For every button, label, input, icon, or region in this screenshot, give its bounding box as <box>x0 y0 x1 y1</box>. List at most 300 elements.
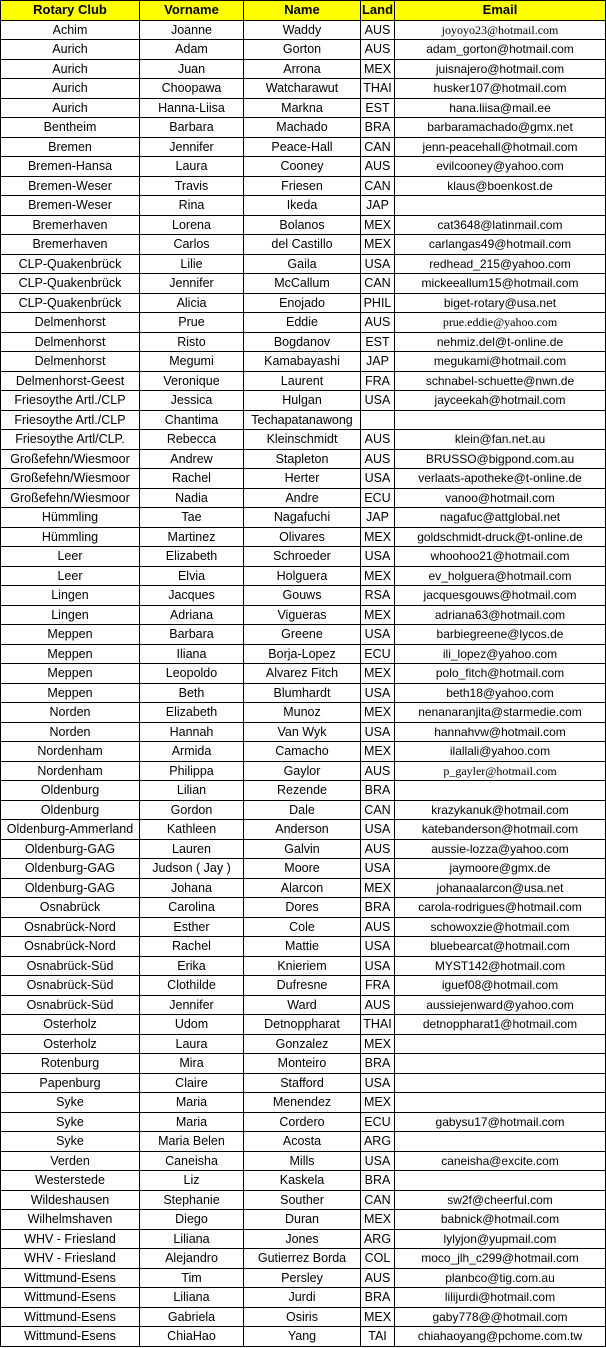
rotary-club-cell: Oldenburg-Ammerland <box>1 820 140 840</box>
table-row <box>1 137 606 157</box>
rotary-club-cell: Friesoythe Artl./CLP <box>1 391 140 411</box>
rotary-club-cell: Norden <box>1 722 140 742</box>
table-row <box>1 254 606 274</box>
email-cell: gaby778@@hotmail.com <box>395 1307 606 1327</box>
table-row <box>1 488 606 508</box>
land-cell: AUS <box>361 917 395 937</box>
land-cell: MEX <box>361 1307 395 1327</box>
table-row <box>1 820 606 840</box>
land-cell: ARG <box>361 1229 395 1249</box>
rotary-club-cell: Hümmling <box>1 527 140 547</box>
rotary-club-cell: Nordenham <box>1 742 140 762</box>
rotary-club-cell: Oldenburg-GAG <box>1 839 140 859</box>
vorname-cell: Tim <box>140 1268 244 1288</box>
land-cell: EST <box>361 332 395 352</box>
vorname-cell: Alicia <box>140 293 244 313</box>
vorname-cell: Elizabeth <box>140 703 244 723</box>
land-cell: USA <box>361 254 395 274</box>
vorname-cell: Joanne <box>140 20 244 40</box>
email-cell <box>395 1171 606 1191</box>
rotary-club-cell: Osnabrück-Nord <box>1 917 140 937</box>
land-cell: MEX <box>361 1093 395 1113</box>
column-header-rotary-club: Rotary Club <box>1 1 140 21</box>
email-cell: adriana63@hotmail.com <box>395 605 606 625</box>
vorname-cell: Liliana <box>140 1229 244 1249</box>
name-cell: Jurdi <box>244 1288 361 1308</box>
email-cell: BRUSSO@bigpond.com.au <box>395 449 606 469</box>
table-row <box>1 898 606 918</box>
email-cell: ev_holguera@hotmail.com <box>395 566 606 586</box>
rotary-club-cell: Osnabrück-Süd <box>1 976 140 996</box>
name-cell: Munoz <box>244 703 361 723</box>
email-cell: carlangas49@hotmail.com <box>395 235 606 255</box>
vorname-cell: Lorena <box>140 215 244 235</box>
table-row <box>1 176 606 196</box>
vorname-cell: Barbara <box>140 625 244 645</box>
email-cell <box>395 410 606 430</box>
name-cell: Dale <box>244 800 361 820</box>
column-header-email: Email <box>395 1 606 21</box>
table-row <box>1 1093 606 1113</box>
land-cell: AUS <box>361 313 395 333</box>
land-cell: FRA <box>361 371 395 391</box>
email-cell: chiahaoyang@pchome.com.tw <box>395 1327 606 1347</box>
email-cell: aussie-lozza@yahoo.com <box>395 839 606 859</box>
email-cell: lylyjon@yupmail.com <box>395 1229 606 1249</box>
vorname-cell: Nadia <box>140 488 244 508</box>
table-row <box>1 157 606 177</box>
rotary-club-cell: Aurich <box>1 59 140 79</box>
table-row <box>1 215 606 235</box>
vorname-cell: Maria <box>140 1093 244 1113</box>
email-cell: nagafuc@attglobal.net <box>395 508 606 528</box>
vorname-cell: Liz <box>140 1171 244 1191</box>
rotary-club-cell: Leer <box>1 566 140 586</box>
rotary-club-cell: Lingen <box>1 586 140 606</box>
vorname-cell: Rachel <box>140 937 244 957</box>
land-cell: BRA <box>361 781 395 801</box>
email-cell: hana.liisa@mail.ee <box>395 98 606 118</box>
table-row <box>1 1249 606 1269</box>
email-cell: ili_lopez@yahoo.com <box>395 644 606 664</box>
name-cell: Moore <box>244 859 361 879</box>
rotary-club-cell: Meppen <box>1 683 140 703</box>
land-cell: AUS <box>361 20 395 40</box>
table-row <box>1 937 606 957</box>
land-cell: ECU <box>361 488 395 508</box>
land-cell: BRA <box>361 1054 395 1074</box>
table-row <box>1 781 606 801</box>
name-cell: Ward <box>244 995 361 1015</box>
land-cell: USA <box>361 547 395 567</box>
rotary-club-cell: Westerstede <box>1 1171 140 1191</box>
land-cell: MEX <box>361 1210 395 1230</box>
land-cell: BRA <box>361 118 395 138</box>
rotary-club-cell: Wittmund-Esens <box>1 1288 140 1308</box>
rotary-club-cell: Norden <box>1 703 140 723</box>
land-cell: USA <box>361 937 395 957</box>
rotary-club-cell: Meppen <box>1 664 140 684</box>
land-cell: ARG <box>361 1132 395 1152</box>
name-cell: Hulgan <box>244 391 361 411</box>
land-cell: USA <box>361 469 395 489</box>
land-cell: AUS <box>361 40 395 60</box>
rotary-club-cell: Papenburg <box>1 1073 140 1093</box>
name-cell: Van Wyk <box>244 722 361 742</box>
name-cell: Cooney <box>244 157 361 177</box>
vorname-cell: Esther <box>140 917 244 937</box>
email-cell: sw2f@cheerful.com <box>395 1190 606 1210</box>
vorname-cell: Megumi <box>140 352 244 372</box>
land-cell: MEX <box>361 605 395 625</box>
vorname-cell: Johana <box>140 878 244 898</box>
table-row <box>1 1132 606 1152</box>
land-cell: AUS <box>361 1268 395 1288</box>
name-cell: Menendez <box>244 1093 361 1113</box>
name-cell: Bogdanov <box>244 332 361 352</box>
vorname-cell: Lauren <box>140 839 244 859</box>
land-cell: PHIL <box>361 293 395 313</box>
vorname-cell: Laura <box>140 1034 244 1054</box>
table-row <box>1 79 606 99</box>
email-cell: schnabel-schuette@nwn.de <box>395 371 606 391</box>
land-cell: MEX <box>361 566 395 586</box>
table-row <box>1 449 606 469</box>
email-cell: jacquesgouws@hotmail.com <box>395 586 606 606</box>
rotary-club-cell: Syke <box>1 1132 140 1152</box>
name-cell: Anderson <box>244 820 361 840</box>
name-cell: Eddie <box>244 313 361 333</box>
vorname-cell: Travis <box>140 176 244 196</box>
table-row <box>1 40 606 60</box>
table-row <box>1 527 606 547</box>
land-cell: USA <box>361 625 395 645</box>
rotary-club-cell: Oldenburg <box>1 781 140 801</box>
table-row <box>1 1210 606 1230</box>
name-cell: Blumhardt <box>244 683 361 703</box>
rotary-club-cell: Oldenburg <box>1 800 140 820</box>
rotary-club-cell: Wilhelmshaven <box>1 1210 140 1230</box>
table-row <box>1 1288 606 1308</box>
rotary-club-cell: Nordenham <box>1 761 140 781</box>
table-row <box>1 1171 606 1191</box>
email-cell: klaus@boenkost.de <box>395 176 606 196</box>
land-cell: MEX <box>361 878 395 898</box>
name-cell: Yang <box>244 1327 361 1347</box>
land-cell: MEX <box>361 215 395 235</box>
name-cell: Kamabayashi <box>244 352 361 372</box>
email-cell: barbaramachado@gmx.net <box>395 118 606 138</box>
table-row <box>1 313 606 333</box>
rotary-club-cell: Osnabrück-Süd <box>1 956 140 976</box>
name-cell: Kaskela <box>244 1171 361 1191</box>
vorname-cell: Erika <box>140 956 244 976</box>
name-cell: Alvarez Fitch <box>244 664 361 684</box>
name-cell: Gorton <box>244 40 361 60</box>
column-header-vorname: Vorname <box>140 1 244 21</box>
vorname-cell: Maria <box>140 1112 244 1132</box>
vorname-cell: Gordon <box>140 800 244 820</box>
rotary-club-cell: Bremerhaven <box>1 215 140 235</box>
name-cell: Borja-Lopez <box>244 644 361 664</box>
land-cell: THAI <box>361 79 395 99</box>
vorname-cell: Jennifer <box>140 137 244 157</box>
vorname-cell: Jennifer <box>140 274 244 294</box>
rotary-club-cell: Syke <box>1 1093 140 1113</box>
land-cell: AUS <box>361 430 395 450</box>
name-cell: Herter <box>244 469 361 489</box>
table-row <box>1 761 606 781</box>
table-row <box>1 1112 606 1132</box>
rotary-club-cell: Bentheim <box>1 118 140 138</box>
email-cell: nehmiz.del@t-online.de <box>395 332 606 352</box>
email-cell: polo_fitch@hotmail.com <box>395 664 606 684</box>
name-cell: Acosta <box>244 1132 361 1152</box>
email-cell <box>395 1054 606 1074</box>
vorname-cell: Lilie <box>140 254 244 274</box>
email-cell: schowoxzie@hotmail.com <box>395 917 606 937</box>
email-cell: detnoppharat1@hotmail.com <box>395 1015 606 1035</box>
email-cell: p_gayler@hotmail.com <box>395 761 606 781</box>
name-cell: Cole <box>244 917 361 937</box>
name-cell: Galvin <box>244 839 361 859</box>
land-cell: USA <box>361 722 395 742</box>
table-body <box>1 20 606 1346</box>
table-row <box>1 800 606 820</box>
email-cell: biget-rotary@usa.net <box>395 293 606 313</box>
vorname-cell: Choopawa <box>140 79 244 99</box>
table-row <box>1 664 606 684</box>
email-cell: iguef08@hotmail.com <box>395 976 606 996</box>
land-cell: AUS <box>361 995 395 1015</box>
rotary-club-cell: Hümmling <box>1 508 140 528</box>
land-cell: MEX <box>361 664 395 684</box>
table-row <box>1 371 606 391</box>
vorname-cell: Adam <box>140 40 244 60</box>
rotary-club-cell: Wildeshausen <box>1 1190 140 1210</box>
name-cell: Watcharawut <box>244 79 361 99</box>
email-cell: moco_jlh_c299@hotmail.com <box>395 1249 606 1269</box>
name-cell: Detnoppharat <box>244 1015 361 1035</box>
table-row <box>1 1327 606 1347</box>
table-row <box>1 1073 606 1093</box>
land-cell: ECU <box>361 1112 395 1132</box>
vorname-cell: Chantima <box>140 410 244 430</box>
name-cell: Greene <box>244 625 361 645</box>
table-row <box>1 586 606 606</box>
rotary-club-cell: Aurich <box>1 40 140 60</box>
land-cell: TAI <box>361 1327 395 1347</box>
rotary-club-cell: CLP-Quakenbrück <box>1 254 140 274</box>
name-cell: del Castillo <box>244 235 361 255</box>
rotary-club-cell: Delmenhorst <box>1 313 140 333</box>
table-row <box>1 859 606 879</box>
name-cell: Mills <box>244 1151 361 1171</box>
name-cell: Arrona <box>244 59 361 79</box>
vorname-cell: Carolina <box>140 898 244 918</box>
column-header-land: Land <box>361 1 395 21</box>
vorname-cell: Hannah <box>140 722 244 742</box>
vorname-cell: Philippa <box>140 761 244 781</box>
land-cell: THAI <box>361 1015 395 1035</box>
vorname-cell: Beth <box>140 683 244 703</box>
vorname-cell: ChiaHao <box>140 1327 244 1347</box>
land-cell: CAN <box>361 137 395 157</box>
rotary-club-cell: Meppen <box>1 644 140 664</box>
name-cell: Gouws <box>244 586 361 606</box>
rotary-club-cell: Großefehn/Wiesmoor <box>1 469 140 489</box>
rotary-club-cell: Leer <box>1 547 140 567</box>
vorname-cell: Andrew <box>140 449 244 469</box>
vorname-cell: Jennifer <box>140 995 244 1015</box>
table-row <box>1 293 606 313</box>
land-cell: BRA <box>361 898 395 918</box>
name-cell: Duran <box>244 1210 361 1230</box>
vorname-cell: Martinez <box>140 527 244 547</box>
email-cell <box>395 1073 606 1093</box>
rotary-club-cell: Osterholz <box>1 1034 140 1054</box>
name-cell: Laurent <box>244 371 361 391</box>
name-cell: McCallum <box>244 274 361 294</box>
land-cell: AUS <box>361 157 395 177</box>
email-cell: vanoo@hotmail.com <box>395 488 606 508</box>
land-cell: MEX <box>361 235 395 255</box>
table-header <box>1 1 606 21</box>
rotary-club-cell: Friesoythe Artl/CLP. <box>1 430 140 450</box>
rotary-club-cell: Meppen <box>1 625 140 645</box>
rotary-club-cell: WHV - Friesland <box>1 1249 140 1269</box>
vorname-cell: Adriana <box>140 605 244 625</box>
table-row <box>1 995 606 1015</box>
vorname-cell: Laura <box>140 157 244 177</box>
rotary-club-cell: Osnabrück <box>1 898 140 918</box>
vorname-cell: Jessica <box>140 391 244 411</box>
name-cell: Vigueras <box>244 605 361 625</box>
land-cell: USA <box>361 1151 395 1171</box>
vorname-cell: Caneisha <box>140 1151 244 1171</box>
land-cell: MEX <box>361 742 395 762</box>
rotary-club-cell: Friesoythe Artl./CLP <box>1 410 140 430</box>
column-header-name: Name <box>244 1 361 21</box>
email-cell: joyoyo23@hotmail.com <box>395 20 606 40</box>
table-row <box>1 1190 606 1210</box>
land-cell: CAN <box>361 800 395 820</box>
table-row <box>1 469 606 489</box>
rotary-club-cell: Delmenhorst <box>1 352 140 372</box>
email-cell: verlaats-apotheke@t-online.de <box>395 469 606 489</box>
name-cell: Kleinschmidt <box>244 430 361 450</box>
rotary-club-cell: Osterholz <box>1 1015 140 1035</box>
email-cell: mickeeallum15@hotmail.com <box>395 274 606 294</box>
vorname-cell: Stephanie <box>140 1190 244 1210</box>
land-cell: USA <box>361 859 395 879</box>
email-cell <box>395 1034 606 1054</box>
name-cell: Holguera <box>244 566 361 586</box>
header-row <box>1 1 606 21</box>
name-cell: Jones <box>244 1229 361 1249</box>
vorname-cell: Alejandro <box>140 1249 244 1269</box>
table-row <box>1 118 606 138</box>
rotary-club-cell: Großefehn/Wiesmoor <box>1 449 140 469</box>
email-cell: caneisha@excite.com <box>395 1151 606 1171</box>
name-cell: Markna <box>244 98 361 118</box>
table-row <box>1 98 606 118</box>
email-cell: jenn-peacehall@hotmail.com <box>395 137 606 157</box>
vorname-cell: Tae <box>140 508 244 528</box>
land-cell: USA <box>361 1073 395 1093</box>
email-cell: jayceekah@hotmail.com <box>395 391 606 411</box>
vorname-cell: Judson ( Jay ) <box>140 859 244 879</box>
vorname-cell: Udom <box>140 1015 244 1035</box>
table-row <box>1 410 606 430</box>
land-cell: AUS <box>361 761 395 781</box>
name-cell: Gonzalez <box>244 1034 361 1054</box>
email-cell: lilijurdi@hotmail.com <box>395 1288 606 1308</box>
table-row <box>1 1151 606 1171</box>
rotary-club-cell: Bremerhaven <box>1 235 140 255</box>
name-cell: Alarcon <box>244 878 361 898</box>
vorname-cell: Carlos <box>140 235 244 255</box>
vorname-cell: Elizabeth <box>140 547 244 567</box>
rotary-club-cell: Lingen <box>1 605 140 625</box>
table-row <box>1 352 606 372</box>
rotary-club-cell: Bremen <box>1 137 140 157</box>
email-cell <box>395 196 606 216</box>
rotary-club-cell: Oldenburg-GAG <box>1 878 140 898</box>
vorname-cell: Kathleen <box>140 820 244 840</box>
rotary-club-cell: Wittmund-Esens <box>1 1307 140 1327</box>
table-row <box>1 1054 606 1074</box>
rotary-club-cell: Großefehn/Wiesmoor <box>1 488 140 508</box>
rotary-club-cell: Osnabrück-Süd <box>1 995 140 1015</box>
table-row <box>1 917 606 937</box>
land-cell: CAN <box>361 176 395 196</box>
table-row <box>1 742 606 762</box>
land-cell: BRA <box>361 1171 395 1191</box>
rotary-club-cell: Bremen-Hansa <box>1 157 140 177</box>
land-cell <box>361 410 395 430</box>
vorname-cell: Maria Belen <box>140 1132 244 1152</box>
email-cell: gabysu17@hotmail.com <box>395 1112 606 1132</box>
table-row <box>1 644 606 664</box>
email-cell <box>395 781 606 801</box>
name-cell: Camacho <box>244 742 361 762</box>
vorname-cell: Leopoldo <box>140 664 244 684</box>
land-cell: MEX <box>361 59 395 79</box>
rotary-club-cell: Aurich <box>1 79 140 99</box>
name-cell: Monteiro <box>244 1054 361 1074</box>
name-cell: Bolanos <box>244 215 361 235</box>
name-cell: Stapleton <box>244 449 361 469</box>
email-cell: MYST142@hotmail.com <box>395 956 606 976</box>
vorname-cell: Jacques <box>140 586 244 606</box>
name-cell: Schroeder <box>244 547 361 567</box>
email-cell: jaymoore@gmx.de <box>395 859 606 879</box>
land-cell: ECU <box>361 644 395 664</box>
email-cell: barbiegreene@lycos.de <box>395 625 606 645</box>
vorname-cell: Veronique <box>140 371 244 391</box>
land-cell: MEX <box>361 703 395 723</box>
email-cell: juisnajero@hotmail.com <box>395 59 606 79</box>
email-cell: klein@fan.net.au <box>395 430 606 450</box>
table-row <box>1 605 606 625</box>
land-cell: USA <box>361 956 395 976</box>
email-cell: bluebearcat@hotmail.com <box>395 937 606 957</box>
land-cell: EST <box>361 98 395 118</box>
name-cell: Olivares <box>244 527 361 547</box>
name-cell: Andre <box>244 488 361 508</box>
land-cell: MEX <box>361 1034 395 1054</box>
